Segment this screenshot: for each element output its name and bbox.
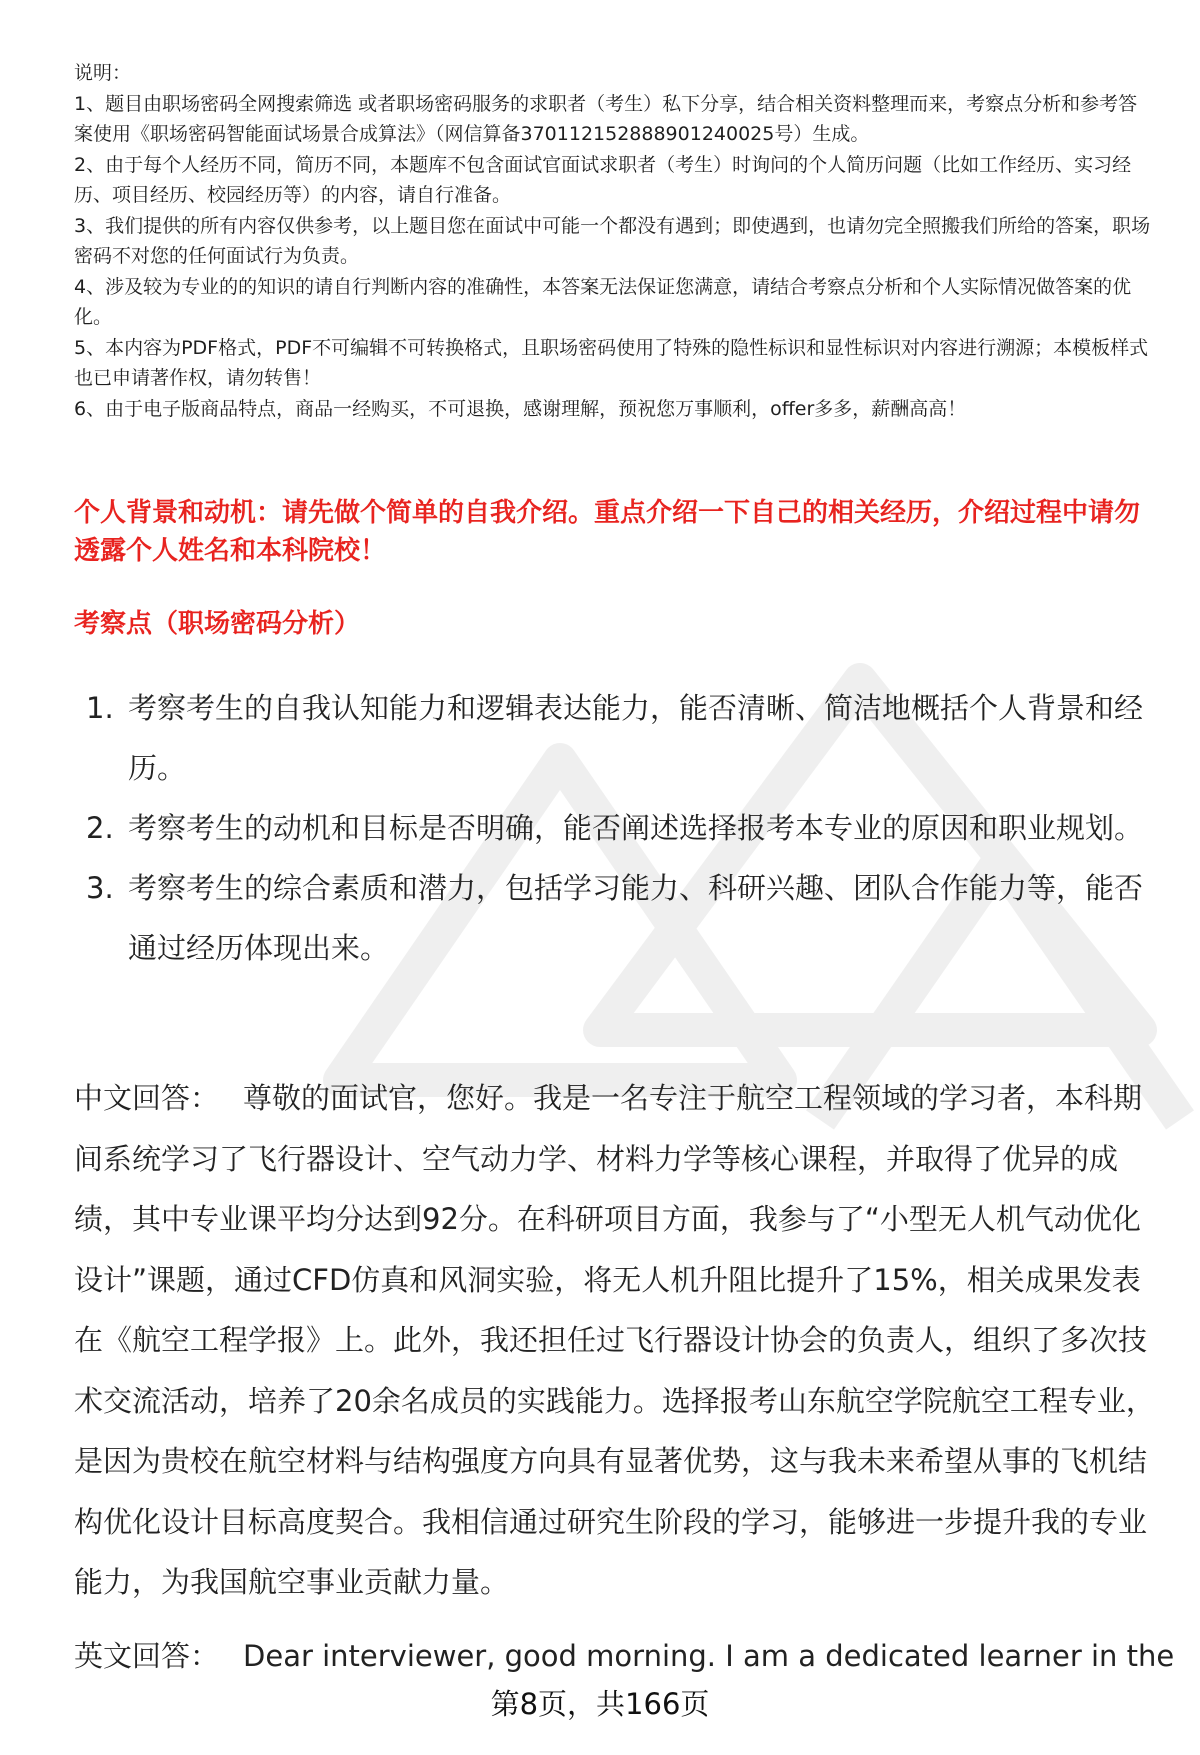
point-number: 2. [86,811,114,845]
note-item: 1、题目由职场密码全网搜索筛选 或者职场密码服务的求职者（考生）私下分享，结合相关资料整理而来，考察点分析和参考答案使用《职场密码智能面试场景合成算法》（网信算备370112152888901240025号）生成。 [74,92,1138,145]
note-item: 3、我们提供的所有内容仅供参考，以上题目您在面试中可能一个都没有遇到；即使遇到，也请勿完全照搬我们所给的答案，职场密码不对您的任何面试行为负责。 [74,214,1151,267]
analysis-title: 考察点（职场密码分析） [74,609,361,639]
point-text: 考察考生的综合素质和潜力，包括学习能力、科研兴趣、团队合作能力等，能否通过经历体现出来。 [128,871,1144,965]
point-text: 考察考生的自我认知能力和逻辑表达能力，能否清晰、简洁地概括个人背景和经历。 [128,691,1144,785]
point-number: 3. [86,871,114,905]
analysis-point [74,798,1154,858]
note-item: 6、由于电子版商品特点，商品一经购买，不可退换，感谢理解，预祝您万事顺利，offer多多，薪酬高高！ [74,397,967,420]
chinese-answer-text: 尊敬的面试官，您好。我是一名专注于航空工程领域的学习者，本科期间系统学习了飞行器设计、空气动力学、材料力学等核心课程，并取得了优异的成绩，其中专业课平均分达到92分。在科研项目方面，我参与了“小型无人机气动优化设计”课题，通过CFD仿真和风洞实验，将无人机升阻比提升了15%，相关成果发表在《航空工程学报》上。此外，我还担任过飞行器设计协会的负责人，组织了多次技术交流活动，培养了20余名成员的实践能力。选择报考山东航空学院航空工程专业，是因为贵校在航空材料与结构强度方向具有显著优势，这与我未来希望从事的飞机结构优化设计目标高度契合。我相信通过研究生阶段的学习，能够进一步提升我的专业能力，为我国航空事业贡献力量。 [74,1081,1155,1599]
point-text: 考察考生的动机和目标是否明确，能否阐述选择报考本专业的原因和职业规划。 [128,811,1144,845]
note-item: 5、本内容为PDF格式，PDF不可编辑不可转换格式，且职场密码使用了特殊的隐性标识和显性标识对内容进行溯源；本模板样式也已申请著作权，请勿转售！ [74,336,1149,389]
notes-heading: 说明： [74,62,132,84]
analysis-point [74,678,1154,798]
english-answer-text: Dear interviewer, good morning. I am a dedicated learner in the [243,1639,1175,1673]
question-title: 个人背景和动机：请先做个简单的自我介绍。重点介绍一下自己的相关经历，介绍过程中请勿透露个人姓名和本科院校！ [74,498,1141,566]
english-answer-label: 英文回答： [74,1639,220,1673]
disclaimer-notes [74,58,1154,424]
note-item: 2、由于每个人经历不同，简历不同，本题库不包含面试官面试求职者（考生）时询问的个人简历问题（比如工作经历、实习经历、项目经历、校园经历等）的内容，请自行准备。 [74,153,1132,206]
point-number: 1. [86,691,114,725]
chinese-answer-label: 中文回答： [74,1081,220,1115]
chinese-answer [74,1068,1160,1613]
english-answer [74,1626,1175,1686]
analysis-point [74,858,1154,978]
analysis-points-list [74,678,1154,978]
note-item: 4、涉及较为专业的的知识的请自行判断内容的准确性，本答案无法保证您满意，请结合考察点分析和个人实际情况做答案的优化。 [74,275,1132,328]
page-number-footer: 第8页，共166页 [490,1687,710,1721]
